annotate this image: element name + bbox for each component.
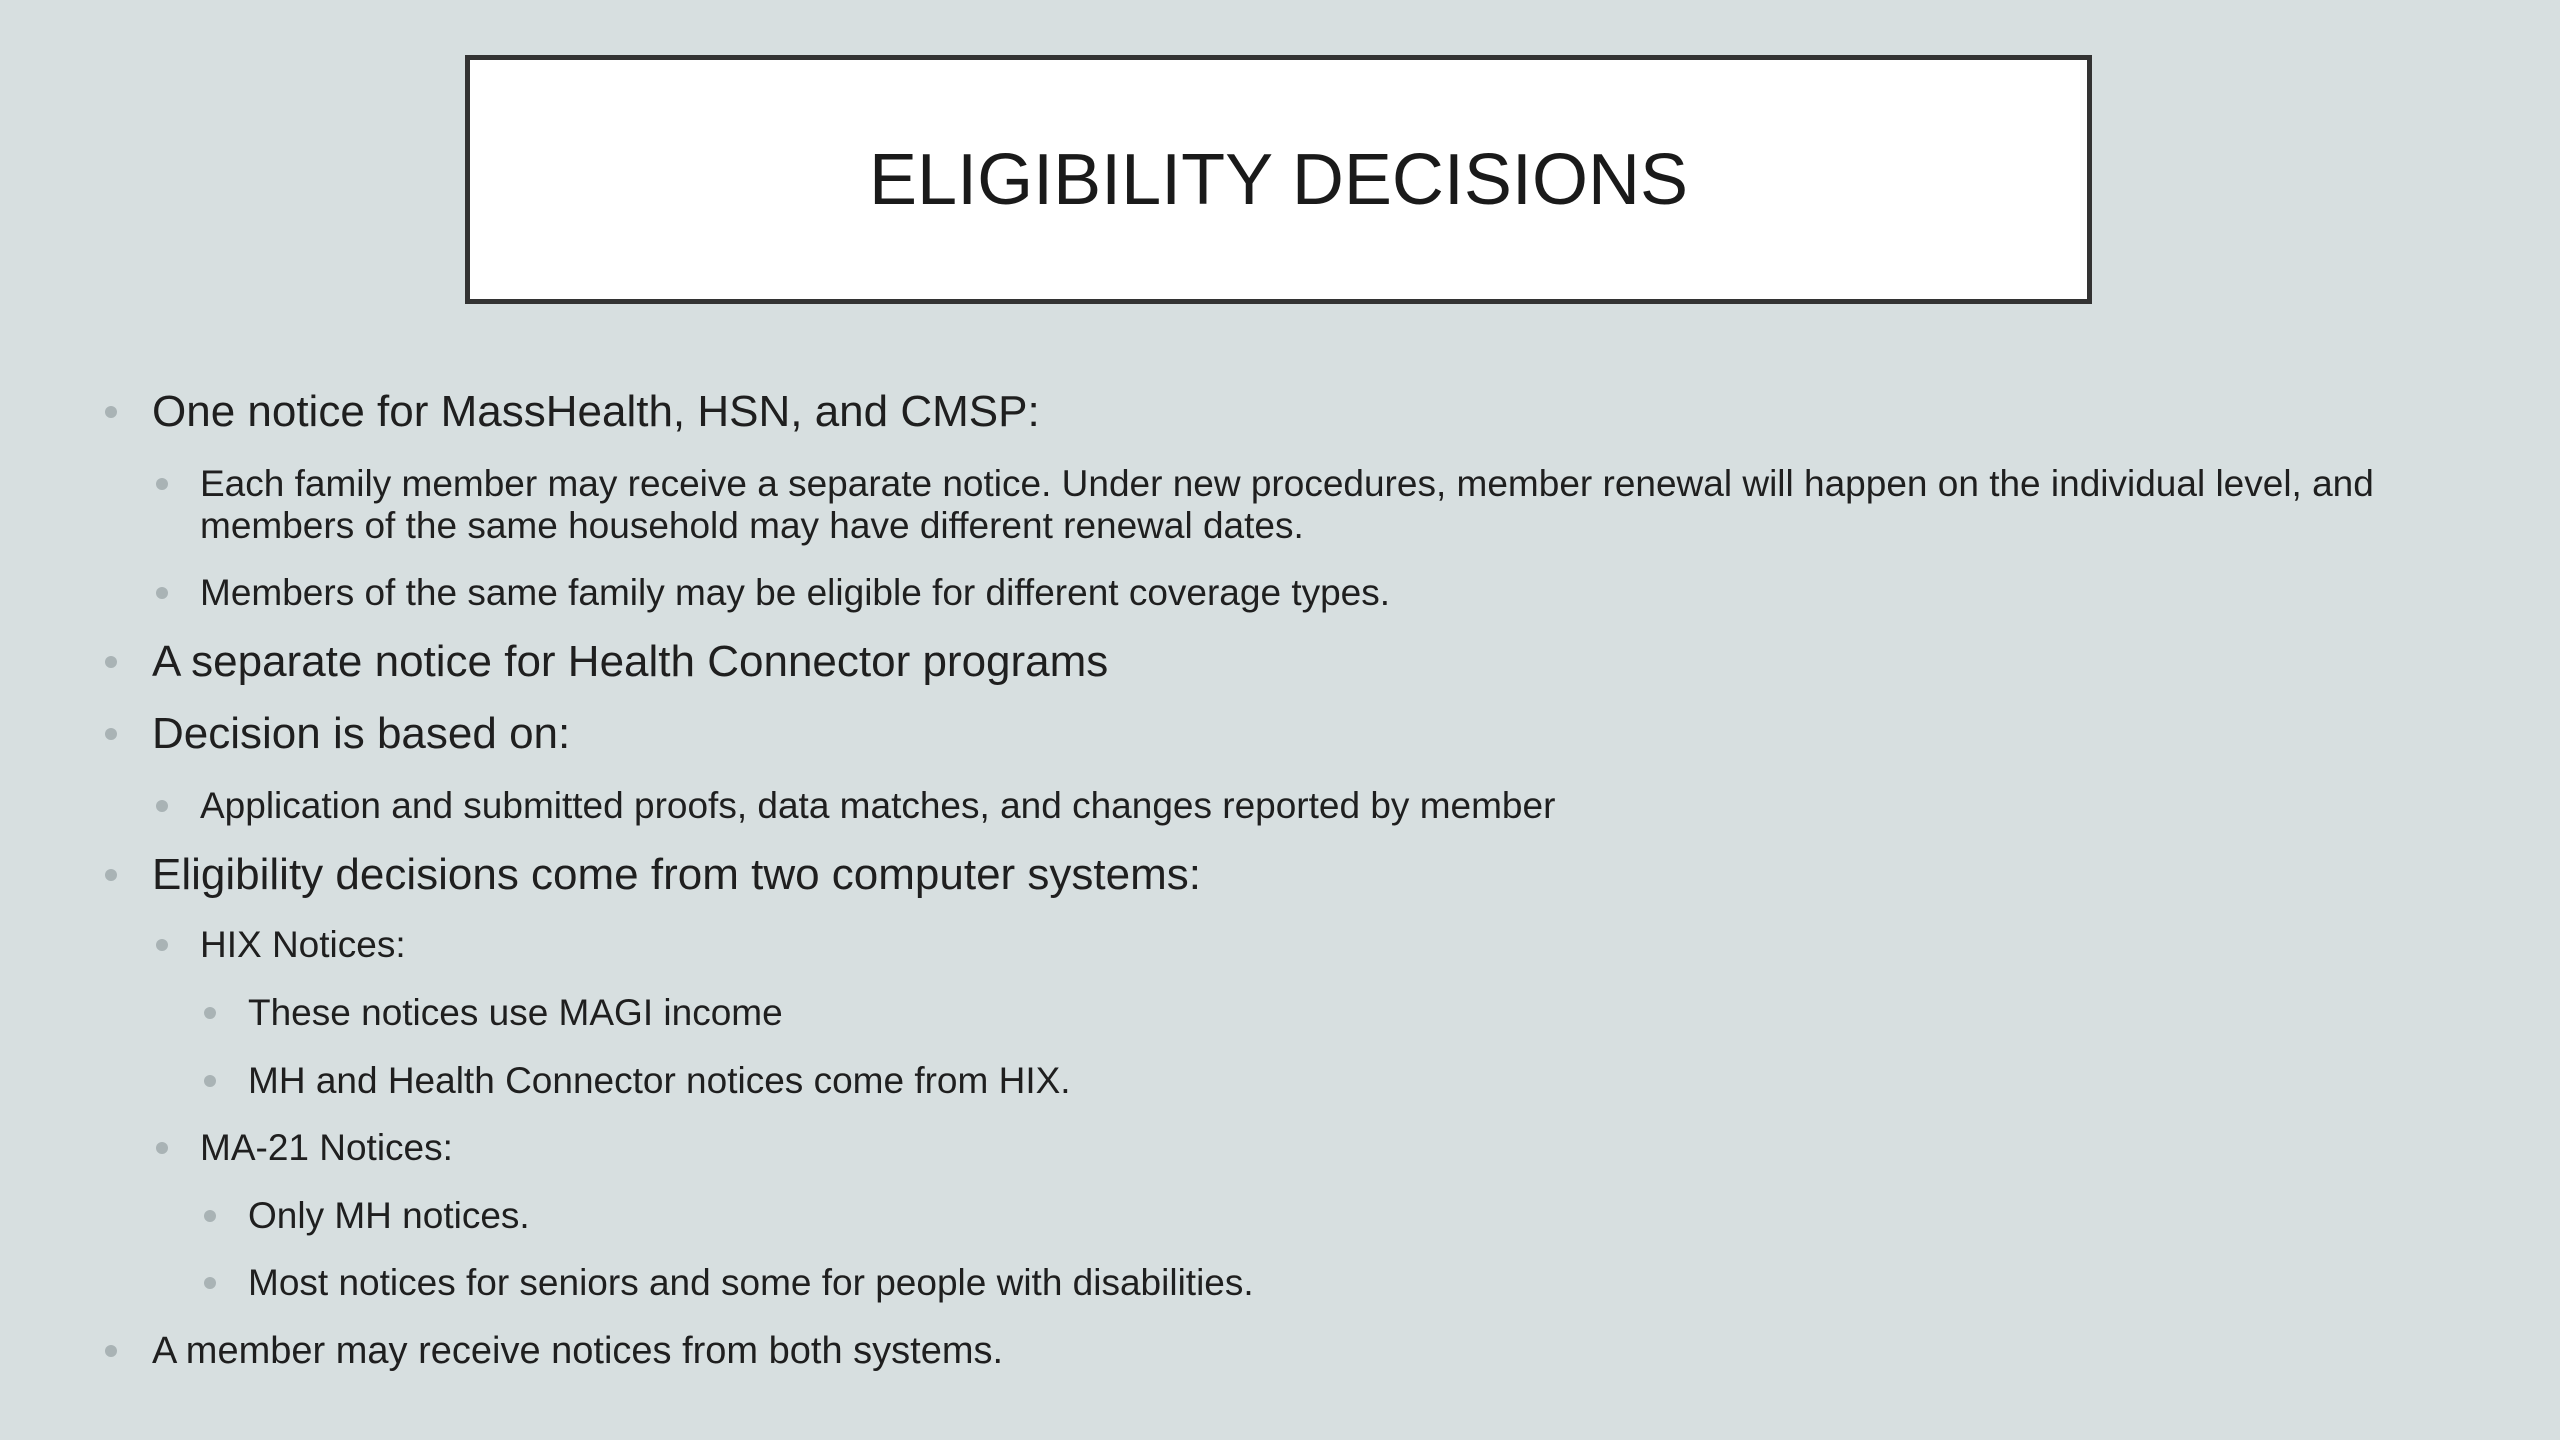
bullet-dot-icon xyxy=(105,728,117,740)
bullet-text: These notices use MAGI income xyxy=(248,992,783,1033)
bullet-item xyxy=(152,387,1040,436)
bullet-dot-icon xyxy=(156,939,168,951)
bullet-text: A separate notice for Health Connector programs xyxy=(152,637,1109,686)
bullet-dot-icon xyxy=(204,1075,216,1087)
bullet-dot-icon xyxy=(156,478,168,490)
bullet-item xyxy=(200,1129,453,1166)
bullet-text: Application and submitted proofs, data matches, and changes reported by member xyxy=(200,785,1556,826)
bullet-text: Eligibility decisions come from two computer systems: xyxy=(152,850,1201,899)
bullet-dot-icon xyxy=(105,869,117,881)
bullet-text: Most notices for seniors and some for people with disabilities. xyxy=(248,1262,1254,1303)
bullet-text: A member may receive notices from both systems. xyxy=(152,1330,1004,1372)
bullet-dot-icon xyxy=(156,1142,168,1154)
bullet-dot-icon xyxy=(105,406,117,418)
bullet-item xyxy=(200,463,2470,547)
bullet-text: One notice for MassHealth, HSN, and CMSP: xyxy=(152,387,1040,436)
bullet-dot-icon xyxy=(156,800,168,812)
bullet-item xyxy=(248,1062,1071,1099)
bullet-text: Members of the same family may be eligible for different coverage types. xyxy=(200,572,1391,613)
bullet-text: MH and Health Connector notices come from HIX. xyxy=(248,1060,1071,1101)
bullet-text: Decision is based on: xyxy=(152,709,571,758)
bullet-dot-icon xyxy=(204,1210,216,1222)
bullet-item xyxy=(248,1197,530,1234)
bullet-item xyxy=(248,1264,1254,1301)
bullet-text: HIX Notices: xyxy=(200,924,406,965)
bullet-item xyxy=(152,637,1109,686)
slide-title: ELIGIBILITY DECISIONS xyxy=(869,139,1688,220)
bullet-text: MA-21 Notices: xyxy=(200,1127,453,1168)
bullet-dot-icon xyxy=(105,1345,117,1357)
bullet-item xyxy=(152,709,571,758)
bullet-item xyxy=(200,787,1555,824)
bullet-item xyxy=(200,926,406,963)
bullet-item xyxy=(248,994,783,1031)
bullet-item xyxy=(152,850,1201,899)
bullet-text: Each family member may receive a separate notice. Under new procedures, member renewal will happen on the individual level, and members of the same household may have different renewal dates. xyxy=(200,463,2374,546)
bullet-dot-icon xyxy=(204,1007,216,1019)
bullet-item xyxy=(200,574,1390,611)
bullet-dot-icon xyxy=(204,1277,216,1289)
bullet-text: Only MH notices. xyxy=(248,1195,530,1236)
bullet-dot-icon xyxy=(156,587,168,599)
bullet-item xyxy=(152,1332,1003,1370)
bullet-dot-icon xyxy=(105,656,117,668)
